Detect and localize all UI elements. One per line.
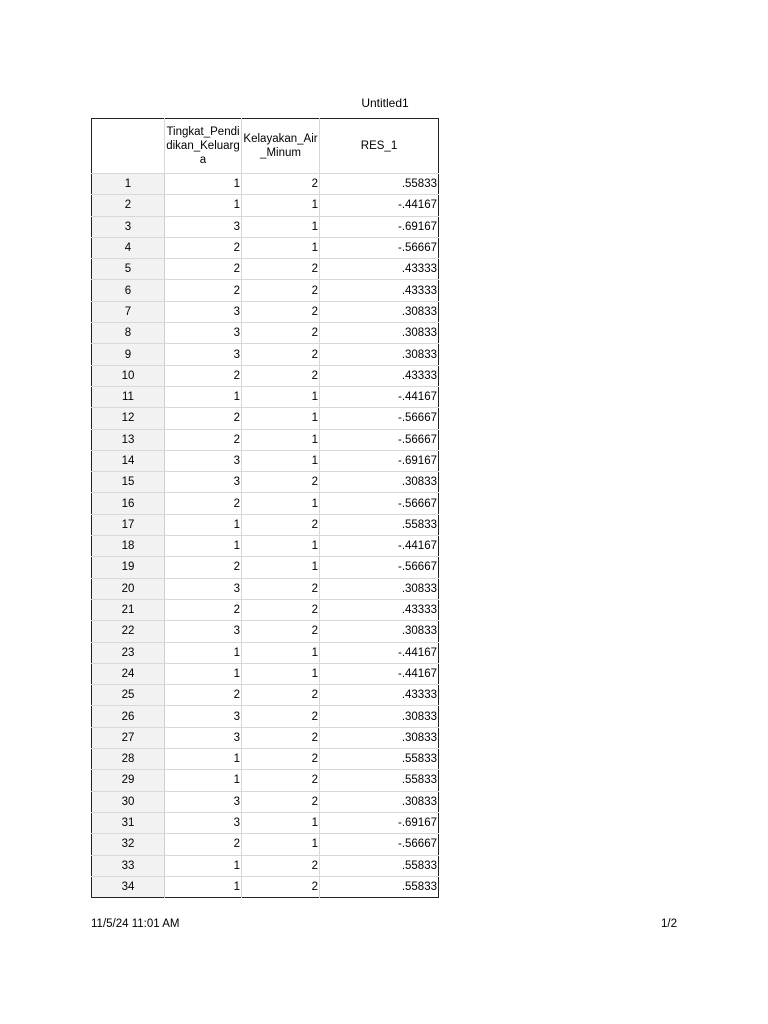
table-row [92,365,439,386]
tingkat-pendidikan-keluarga-cell: 1 [165,642,242,663]
res-1-cell: -.44167 [320,536,439,557]
row-number-cell: 32 [92,834,165,855]
row-number-cell: 2 [92,195,165,216]
kelayakan-air-minum-cell: 2 [242,301,320,322]
kelayakan-air-minum-cell: 2 [242,770,320,791]
tingkat-pendidikan-keluarga-cell: 3 [165,344,242,365]
row-number-cell: 21 [92,599,165,620]
row-number-cell: 15 [92,472,165,493]
row-number-cell: 7 [92,301,165,322]
res-1-cell: .30833 [320,323,439,344]
table-row [92,812,439,833]
row-number-cell: 5 [92,259,165,280]
table-row [92,280,439,301]
kelayakan-air-minum-cell: 2 [242,280,320,301]
res-1-cell: .55833 [320,770,439,791]
table-row [92,536,439,557]
res-1-cell: -.56667 [320,429,439,450]
res-1-cell: .55833 [401,880,437,893]
tingkat-pendidikan-keluarga-cell: 3 [165,450,242,471]
table-row [92,472,439,493]
kelayakan-air-minum-cell: 1 [242,386,320,407]
table-row [92,685,439,706]
row-number-cell: 3 [92,216,165,237]
table-row [92,195,439,216]
footer-page-number: 1/2 [661,918,677,930]
kelayakan-air-minum-cell: 1 [242,557,320,578]
kelayakan-air-minum-cell: 1 [242,429,320,450]
res-1-cell: -.56667 [320,493,439,514]
table-row [92,791,439,812]
res-1-cell: .55833 [320,174,439,195]
row-number-cell: 27 [92,727,165,748]
table-row [92,344,439,365]
tingkat-pendidikan-keluarga-cell: 1 [165,855,242,876]
page-title: Untitled1 [361,96,409,110]
res-1-cell: -.69167 [320,812,439,833]
tingkat-pendidikan-keluarga-cell: 1 [165,770,242,791]
kelayakan-air-minum-cell: 2 [242,727,320,748]
row-number-cell: 4 [92,237,165,258]
table-row [92,408,439,429]
tingkat-pendidikan-keluarga-cell: 3 [165,323,242,344]
kelayakan-air-minum-cell: 2 [242,259,320,280]
tingkat-pendidikan-keluarga-cell: 1 [165,663,242,684]
row-number-cell: 11 [92,386,165,407]
tingkat-pendidikan-keluarga-cell: 3 [165,791,242,812]
table-row [92,323,439,344]
row-number-cell: 12 [92,408,165,429]
row-number-cell: 25 [92,685,165,706]
footer-datetime: 11/5/24 11:01 AM [91,918,180,930]
kelayakan-air-minum-cell: 2 [242,323,320,344]
kelayakan-air-minum-cell: 1 [242,812,320,833]
table-row [92,174,439,195]
table-row [92,770,439,791]
res-1-cell: -.69167 [320,216,439,237]
res-1-cell: .30833 [320,472,439,493]
tingkat-pendidikan-keluarga-cell: 2 [165,557,242,578]
kelayakan-air-minum-cell: 2 [242,621,320,642]
table-row [92,663,439,684]
res-1-cell: .30833 [320,791,439,812]
tingkat-pendidikan-keluarga-cell: 3 [165,621,242,642]
tingkat-pendidikan-keluarga-cell: 2 [165,599,242,620]
res-1-cell: -.44167 [320,642,439,663]
data-table [91,118,439,898]
tingkat-pendidikan-keluarga-cell: 2 [165,408,242,429]
row-number-cell: 28 [92,749,165,770]
kelayakan-air-minum-cell: 1 [242,216,320,237]
kelayakan-air-minum-cell: 2 [242,514,320,535]
tingkat-pendidikan-keluarga-cell: 1 [165,876,242,897]
tingkat-pendidikan-keluarga-cell: 3 [165,706,242,727]
res-1-cell: -.44167 [320,195,439,216]
res-1-cell: -.56667 [320,557,439,578]
tingkat-pendidikan-keluarga-cell: 1 [165,386,242,407]
row-number-cell: 10 [92,365,165,386]
table-row [92,642,439,663]
kelayakan-air-minum-cell: 2 [242,578,320,599]
table-row [92,429,439,450]
row-number-cell: 31 [92,812,165,833]
kelayakan-air-minum-cell: 2 [242,344,320,365]
table-row [92,749,439,770]
table-row [92,621,439,642]
table-row [92,386,439,407]
row-number-cell: 14 [92,450,165,471]
table-row [92,706,439,727]
res-1-cell: .30833 [320,621,439,642]
res-1-cell: .30833 [320,578,439,599]
kelayakan-air-minum-cell: 2 [242,706,320,727]
kelayakan-air-minum-cell: 1 [242,450,320,471]
res-1-cell: .55833 [320,514,439,535]
res-1-cell: -.44167 [320,663,439,684]
row-number-cell: 24 [92,663,165,684]
tingkat-pendidikan-keluarga-cell: 2 [165,685,242,706]
column-header-res-1: RES_1 [320,119,439,174]
row-number-cell: 1 [92,174,165,195]
res-1-cell: .55833 [320,749,439,770]
res-1-cell: .30833 [320,344,439,365]
tingkat-pendidikan-keluarga-cell: 3 [165,578,242,599]
tingkat-pendidikan-keluarga-cell: 2 [165,259,242,280]
tingkat-pendidikan-keluarga-cell: 1 [165,536,242,557]
table-row [92,578,439,599]
kelayakan-air-minum-cell: 2 [242,472,320,493]
row-number-cell: 22 [92,621,165,642]
res-1-cell: .43333 [320,280,439,301]
row-number-cell: 29 [92,770,165,791]
row-number-cell: 34 [92,876,165,897]
kelayakan-air-minum-cell: 1 [242,237,320,258]
row-number-cell: 17 [92,514,165,535]
table-row [92,301,439,322]
row-number-cell: 13 [92,429,165,450]
res-1-cell: -.69167 [320,450,439,471]
res-1-cell: -.56667 [320,834,439,855]
res-1-cell: .30833 [320,706,439,727]
res-1-cell: .43333 [320,259,439,280]
tingkat-pendidikan-keluarga-cell: 1 [165,195,242,216]
tingkat-pendidikan-keluarga-cell: 3 [165,472,242,493]
kelayakan-air-minum-cell: 1 [242,663,320,684]
res-1-cell: -.44167 [320,386,439,407]
table-header-row [92,119,439,174]
tingkat-pendidikan-keluarga-cell: 1 [165,174,242,195]
kelayakan-air-minum-cell: 1 [242,642,320,663]
table-row [92,216,439,237]
tingkat-pendidikan-keluarga-cell: 1 [165,749,242,770]
res-1-cell: -.56667 [320,237,439,258]
kelayakan-air-minum-cell: 2 [242,749,320,770]
tingkat-pendidikan-keluarga-cell: 2 [165,834,242,855]
row-number-cell: 16 [92,493,165,514]
kelayakan-air-minum-cell: 1 [242,834,320,855]
kelayakan-air-minum-cell: 1 [242,195,320,216]
res-1-cell: .43333 [320,599,439,620]
kelayakan-air-minum-cell: 2 [242,855,320,876]
table-row [92,557,439,578]
res-1-cell: .55833 [320,855,439,876]
table-row [92,514,439,535]
tingkat-pendidikan-keluarga-cell: 2 [165,493,242,514]
kelayakan-air-minum-cell: 2 [242,685,320,706]
row-number-cell: 33 [92,855,165,876]
tingkat-pendidikan-keluarga-cell: 3 [165,727,242,748]
res-1-cell: .30833 [320,727,439,748]
kelayakan-air-minum-cell: 2 [242,599,320,620]
row-number-cell: 6 [92,280,165,301]
tingkat-pendidikan-keluarga-cell: 2 [165,429,242,450]
column-header-kelayakan-air-minum: Kelayakan_Air_Minum [242,119,320,174]
kelayakan-air-minum-cell: 2 [242,791,320,812]
tingkat-pendidikan-keluarga-cell: 3 [165,216,242,237]
row-number-cell: 9 [92,344,165,365]
table-row [92,450,439,471]
kelayakan-air-minum-cell: 1 [242,408,320,429]
res-1-cell: -.56667 [320,408,439,429]
tingkat-pendidikan-keluarga-cell: 2 [165,365,242,386]
tingkat-pendidikan-keluarga-cell: 1 [165,514,242,535]
kelayakan-air-minum-cell: 1 [242,493,320,514]
tingkat-pendidikan-keluarga-cell: 3 [165,301,242,322]
tingkat-pendidikan-keluarga-cell: 2 [165,280,242,301]
table-row [92,237,439,258]
row-number-cell: 23 [92,642,165,663]
table-row [92,876,439,897]
kelayakan-air-minum-cell: 2 [242,365,320,386]
row-number-cell: 20 [92,578,165,599]
kelayakan-air-minum-cell: 2 [242,876,320,897]
row-number-cell: 18 [92,536,165,557]
table-body [92,174,439,898]
table-row [92,599,439,620]
tingkat-pendidikan-keluarga-cell: 3 [165,812,242,833]
column-header-tingkat-pendidikan-keluarga: Tingkat_Pendidikan_Keluarga [165,119,242,174]
row-number-cell: 19 [92,557,165,578]
tingkat-pendidikan-keluarga-cell: 2 [165,237,242,258]
kelayakan-air-minum-cell: 1 [242,536,320,557]
table-row [92,259,439,280]
res-1-cell: .43333 [320,365,439,386]
kelayakan-air-minum-cell: 2 [242,174,320,195]
table-row [92,493,439,514]
row-number-header [92,119,165,174]
res-1-cell: .30833 [320,301,439,322]
res-1-cell: .43333 [320,685,439,706]
table-row [92,855,439,876]
table-row [92,727,439,748]
row-number-cell: 26 [92,706,165,727]
table-row [92,834,439,855]
row-number-cell: 30 [92,791,165,812]
row-number-cell: 8 [92,323,165,344]
